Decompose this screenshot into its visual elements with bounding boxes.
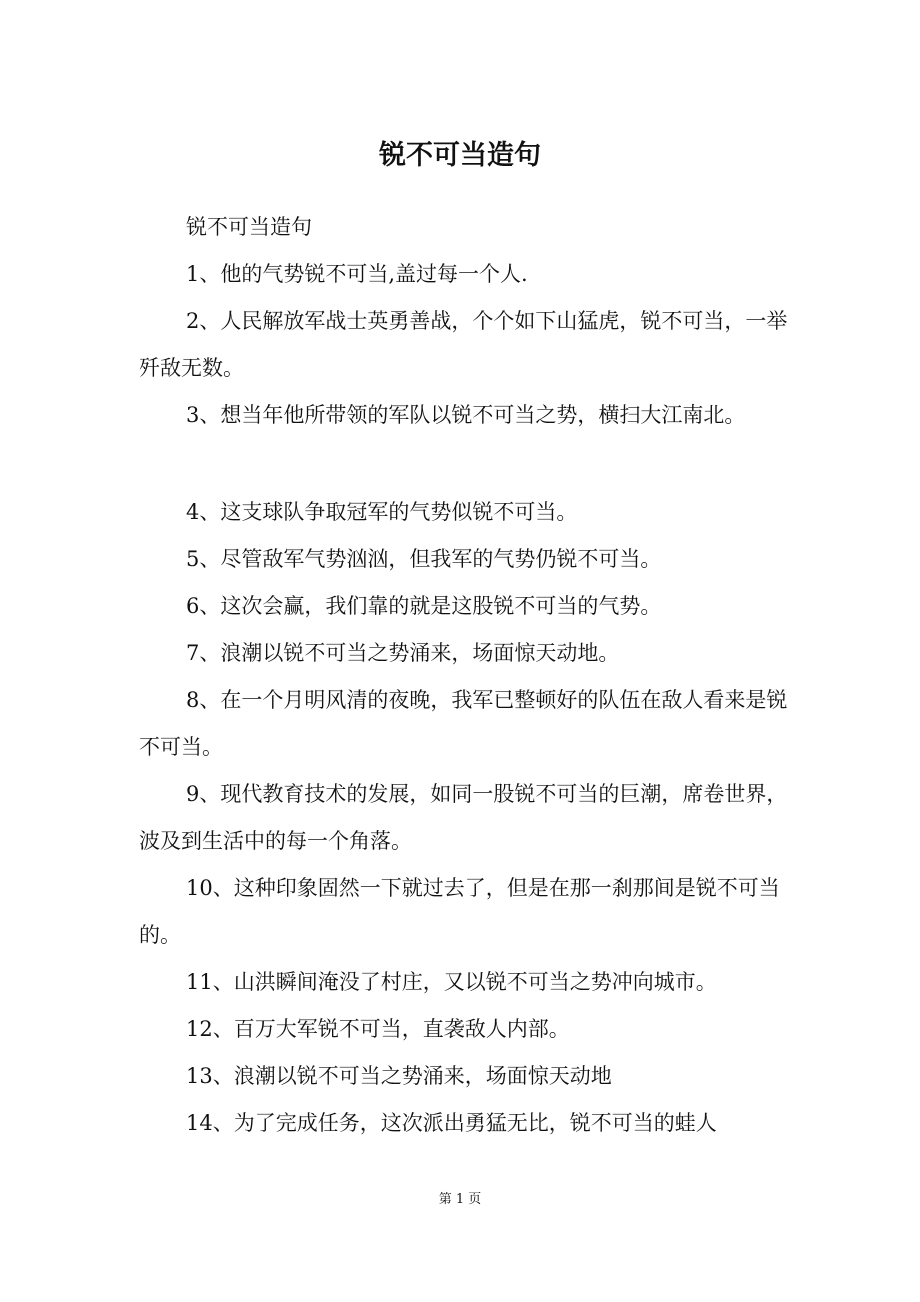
paragraph-12: 12、百万大军锐不可当，直袭敌人内部。 bbox=[186, 1017, 570, 1041]
document-body bbox=[139, 204, 789, 1147]
paragraph-14: 14、为了完成任务，这次派出勇猛无比，锐不可当的蛙人 bbox=[186, 1111, 717, 1135]
paragraph-8: 8、在一个月明风清的夜晚，我军已整顿好的队伍在敌人看来是锐不可当。 bbox=[139, 688, 788, 759]
paragraph-3: 3、想当年他所带领的军队以锐不可当之势，横扫大江南北。 bbox=[186, 403, 746, 427]
paragraph-4: 4、这支球队争取冠军的气势似锐不可当。 bbox=[186, 500, 578, 524]
paragraph-5: 5、尽管敌军气势汹汹，但我军的气势仍锐不可当。 bbox=[186, 547, 662, 571]
page-title: 锐不可当造句 bbox=[379, 140, 541, 171]
paragraph-11: 11、山洪瞬间淹没了村庄，又以锐不可当之势冲向城市。 bbox=[186, 970, 717, 994]
paragraph-7: 7、浪潮以锐不可当之势涌来，场面惊天动地。 bbox=[186, 641, 620, 665]
paragraph-2: 2、人民解放军战士英勇善战，个个如下山猛虎，锐不可当，一举歼敌无数。 bbox=[139, 309, 788, 380]
paragraph-13: 13、浪潮以锐不可当之势涌来，场面惊天动地 bbox=[186, 1064, 612, 1088]
paragraph-1: 1、他的气势锐不可当,盖过每一个人. bbox=[186, 262, 528, 286]
paragraph-10: 10、这种印象固然一下就过去了，但是在那一刹那间是锐不可当的。 bbox=[139, 876, 780, 947]
paragraph-heading: 锐不可当造句 bbox=[186, 215, 312, 239]
paragraph-6: 6、这次会赢，我们靠的就是这股锐不可当的气势。 bbox=[186, 594, 662, 618]
page-number: 第 1 页 bbox=[438, 1192, 482, 1207]
paragraph-9: 9、现代教育技术的发展，如同一股锐不可当的巨潮，席卷世界，波及到生活中的每一个角落。 bbox=[139, 782, 788, 853]
